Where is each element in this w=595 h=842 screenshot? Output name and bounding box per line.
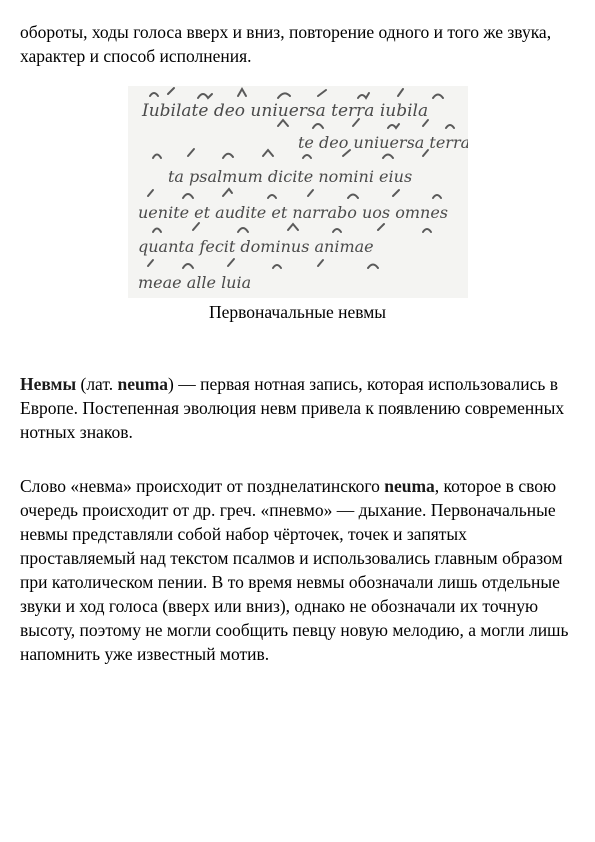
text-span: (лат. <box>76 374 118 394</box>
manuscript-line: ta psalmum dicite nomini eius <box>168 167 413 186</box>
paragraph-etymology <box>20 474 580 666</box>
manuscript-line: quanta fecit dominus animae <box>138 237 374 256</box>
text-span: Слово «невма» происходит от позднелатинского <box>20 476 385 496</box>
latin-term: neuma <box>384 476 435 496</box>
manuscript-line: Iubilate deo uniuersa terra iubila <box>142 101 429 121</box>
term-nevmy: Невмы <box>20 374 77 394</box>
paragraph-definition <box>20 372 580 444</box>
text-span: ) — первая нотная запись, которая использовались в Европе. Постепенная эволюция невм привела к появлению современных нотных знаков. <box>20 374 565 442</box>
manuscript-line: meae alle luia <box>138 273 252 292</box>
neume-manuscript-image <box>128 86 468 298</box>
intro-paragraph: обороты, ходы голоса вверх и вниз, повторение одного и того же звука, характер и способ исполнения. <box>20 22 552 66</box>
manuscript-line: te deo uniuersa terra <box>298 133 468 152</box>
text-span: , которое в свою очередь происходит от др. греч. «пневмо» — дыхание. Первоначальные невмы представляли собой набор чёрточек, точек и запятых проставляемый над текстом псалмов и использовались главным образом при католическом пении. В то время невмы обозначали лишь отдельные звуки и ход голоса (вверх или вниз), однако не обозначали их точную высоту, поэтому не могли сообщить певцу новую мелодию, а могли лишь напомнить уже известный мотив. <box>20 476 569 664</box>
latin-term: neuma <box>117 374 169 394</box>
manuscript-line: uenite et audite et narrabo uos omnes <box>138 203 448 222</box>
figure-caption: Первоначальные невмы <box>208 302 387 322</box>
